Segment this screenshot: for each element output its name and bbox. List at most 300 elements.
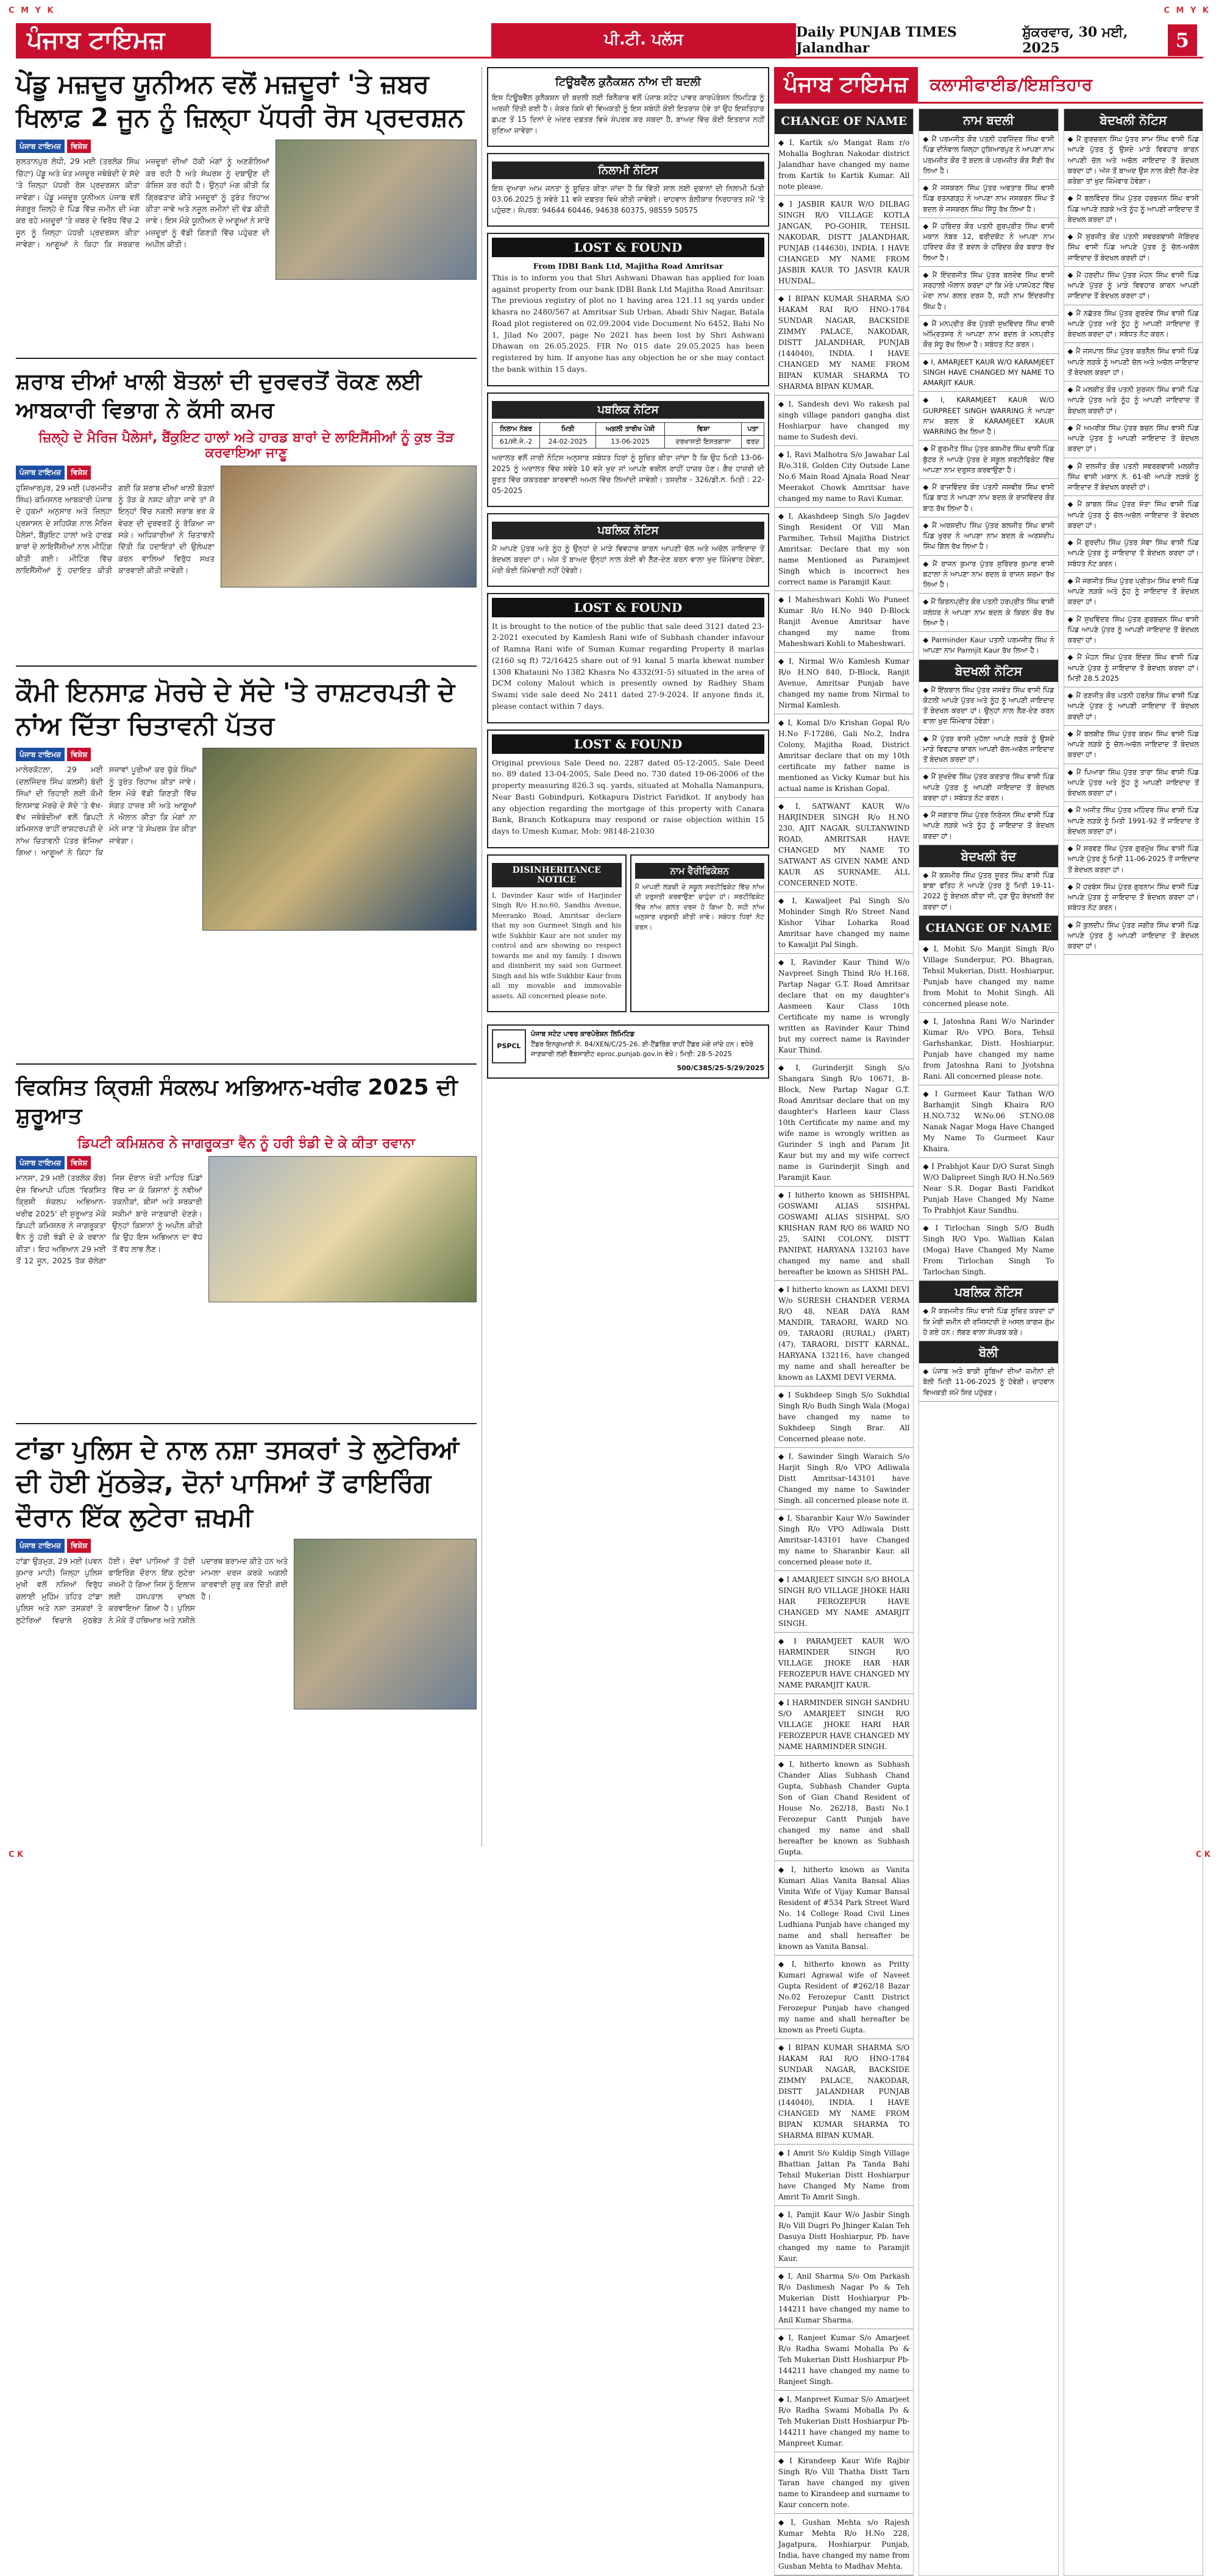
classified-entry-text: I, KARAMJEET KAUR W/O GURPREET SINGH WARRING ਨੇ ਆਪਣਾ ਨਾਮ ਬਦਲ ਕੇ KARAMJEET KAUR WARRING ਰੱਖ ਲਿਆ ਹੈ।: [923, 396, 1054, 436]
public-notice-2-title: ਪਬਲਿਕ ਨੋਟਿਸ: [492, 522, 764, 539]
classified-entry: [775, 2145, 913, 2206]
classified-col1-title: CHANGE OF NAME: [775, 109, 913, 134]
bullet-icon: ◆: [923, 1017, 931, 1026]
tubewell-notice-title: ਟਿਊਬਵੈੱਲ ਕੁਨੈਕਸ਼ਨ ਨਾਂਅ ਦੀ ਬਦਲੀ: [555, 76, 701, 88]
bullet-icon: ◆: [778, 1390, 786, 1399]
table-cell: ਦਰਖਾਸਤੀ ਇਸਤਗਾਸਾ: [665, 435, 742, 448]
lost-found-1-body: This is to inform you that Shri Ashwani Dhawan has applied for loan against property from our bank IDBI Bank Ltd Majitha Road Amritsar. The previous registry of plot no 1 having area 121.11 sq yards under khasra no 2480/567 at Amritsar Sub Urban, Abadi Shiv Nagar, Batala Road plot registered on 02.09.2004 vide Document No 6452, Bahi No 1, Jilad No 2007, page No 2021 has been lost by Shri Ashwani Dhawan on 26.05.2025. FIR No 015 date 29.05.2025 has been registered by him. If anyone has any objection he or she may contact the bank within 15 days.: [492, 272, 764, 374]
classified-entry-text: ਮੈਂ ਰਾਜਵਿੰਦਰ ਕੌਰ ਪਤਨੀ ਜਸਵੀਰ ਸਿੰਘ ਵਾਸੀ ਪਿੰਡ ਬਾਠ ਨੇ ਆਪਣਾ ਨਾਮ ਬਦਲ ਕੇ ਰਾਜਵਿੰਦਰ ਕੌਰ ਬਾਠ ਰੱਖ ਲਿਆ ਹੈ।: [923, 483, 1054, 513]
table-cell: 61/ਸੀ.ਜੇ.-2: [492, 435, 540, 448]
name-verification-notice: [630, 854, 770, 1013]
bullet-icon: ◆: [778, 2456, 787, 2465]
classified-col2-title5: ਪਬਲਿਕ ਨੋਟਿਸ: [919, 1281, 1057, 1303]
classified-entry: [919, 1085, 1057, 1158]
disinheritance-body: I, Davinder Kaur wife of Harjinder Singh R/o H.no.60, Sandhu Avenue, Meeranko Road, Amritsar declare that my son Gurmeet Singh and his wife Sukhbir Kaur are not under my control and are showing no respect towards me and my family. I disown and disinherit my said son Gurmeet Singh and his wife Sukhbir Kaur from all my movable and immovable assets. All concerned please note.: [492, 891, 622, 1000]
classified-entry: [775, 1059, 913, 1187]
classified-entry-text: ਮੈਂ ਜਗਜੀਤ ਸਿੰਘ ਪੁੱਤਰ ਪ੍ਰੀਤਮ ਸਿੰਘ ਵਾਸੀ ਪਿੰਡ ਆਪਣੇ ਲੜਕੇ ਅਤੇ ਨੂੰਹ ਨੂੰ ਜਾਇਦਾਦ ਤੋਂ ਬੇਦਖਲ ਕਰਦਾ ਹਾਂ।: [1067, 576, 1199, 606]
byline-paper: ਪੰਜਾਬ ਟਾਇਮਜ਼: [16, 1156, 65, 1170]
classified-entry-text: ਮੈਂ ਸੁਖਦੇਵ ਸਿੰਘ ਪੁੱਤਰ ਕਰਤਾਰ ਸਿੰਘ ਵਾਸੀ ਪਿੰਡ ਆਪਣੇ ਪੁੱਤਰ ਨੂੰ ਆਪਣੀ ਜਾਇਦਾਦ ਤੋਂ ਬੇਦਖਲ ਕਰਦਾ ਹਾਂ। ਸਬੰਧਤ ਨੋਟ ਕਰਨ।: [923, 772, 1054, 802]
byline-paper: ਪੰਜਾਬ ਟਾਇਮਜ਼: [16, 1539, 65, 1553]
bullet-icon: ◆: [923, 559, 930, 568]
byline: [16, 1156, 91, 1170]
bullet-icon: ◆: [1067, 538, 1075, 547]
classified-col2-title6: ਬੋਲੀ: [919, 1341, 1057, 1363]
classified-entry-text: ਮੈਂ ਰਣਜੀਤ ਕੌਰ ਪਤਨੀ ਹਰਨੇਕ ਸਿੰਘ ਵਾਸੀ ਪਿੰਡ ਆਪਣੇ ਪੁੱਤਰ ਨੂੰ ਆਪਣੀ ਜਾਇਦਾਦ ਤੋਂ ਬੇਦਖਲ ਕਰਦੀ ਹਾਂ।: [1067, 691, 1199, 721]
classified-col2-list4: [919, 940, 1057, 1281]
classified-entry-text: I hitherto known as SHISHPAL GOSWAMI ALIAS SISHPAL GOSWAMI ALIAS SISHPAL S/O KRISHAN RAM R/O 86 WARD NO 25, SAINI COLONY, DISTT PANIPAT, HARYANA 132103 have changed my name and shall hereafter be known as SHISH PAL.: [778, 1190, 910, 1276]
classified-col2-title3: ਬੇਦਖਲੀ ਰੱਦ: [919, 845, 1057, 867]
classified-entry: [919, 1219, 1057, 1281]
bullet-icon: ◆: [1067, 135, 1074, 143]
classified-entry: [1064, 131, 1203, 190]
bullet-icon: ◆: [1067, 653, 1075, 662]
classified-entry: [775, 2391, 913, 2452]
classified-entry: [1064, 802, 1203, 840]
classified-entry: [1064, 190, 1203, 229]
classified-entry: [775, 1386, 913, 1448]
byline-tag: ਵਿਸ਼ੇਸ਼: [67, 1539, 91, 1553]
story-4-body: ਮਾਨਸਾ, 29 ਮਈ (ਤਰਲੋਕ ਕੌਰ) ਦੇਸ਼ ਵਿਆਪੀ ਪਹਿਲ 'ਵਿਕਸਿਤ ਕ੍ਰਿਸ਼ੀ ਸੰਕਲਪ ਅਭਿਆਨ-ਖਰੀਫ 2025' ਦੀ ਸ਼ੁਰੂਆਤ ਮੌਕੇ ਡਿਪਟੀ ਕਮਿਸ਼ਨਰ ਨੇ ਜਾਗਰੂਕਤਾ ਵੈਨ ਨੂੰ ਹਰੀ ਝੰਡੀ ਦੇ ਕੇ ਰਵਾਨਾ ਕੀਤਾ। ਇਹ ਅਭਿਆਨ 29 ਮਈ ਤੋਂ 12 ਜੂਨ, 2025 ਤੱਕ ਚੱਲੇਗਾ ਜਿਸ ਦੌਰਾਨ ਖੇਤੀ ਮਾਹਿਰ ਪਿੰਡਾਂ ਵਿੱਚ ਜਾ ਕੇ ਕਿਸਾਨਾਂ ਨੂੰ ਨਵੀਆਂ ਤਕਨੀਕਾਂ, ਬੀਜਾਂ ਅਤੇ ਸਰਕਾਰੀ ਸਕੀਮਾਂ ਬਾਰੇ ਜਾਣਕਾਰੀ ਦੇਣਗੇ। ਉਨ੍ਹਾਂ ਕਿਸਾਨਾਂ ਨੂੰ ਅਪੀਲ ਕੀਤੀ ਕਿ ਉਹ ਇਸ ਅਭਿਆਨ ਦਾ ਵੱਧ ਤੋਂ ਵੱਧ ਲਾਭ ਲੈਣ।: [16, 1173, 202, 1266]
story-1-photo: [275, 140, 477, 280]
classified-entry-text: ਮੈਂ ਜਸਕਰਨ ਸਿੰਘ ਪੁੱਤਰ ਅਵਤਾਰ ਸਿੰਘ ਵਾਸੀ ਪਿੰਡ ਰਤਨਗੜ੍ਹ ਨੇ ਆਪਣਾ ਨਾਮ ਜਸਕਰਨ ਸਿੰਘ ਤੋਂ ਬਦਲ ਕੇ ਜਸਕਰਨ ਸਿੰਘ ਸਿੱਧੂ ਰੱਖ ਲਿਆ ਹੈ।: [923, 183, 1054, 213]
public-notice-2: [487, 513, 769, 587]
classified-entry-text: I BIPAN KUMAR SHARMA S/O HAKAM RAI R/O HNO-1784 SUNDAR NAGAR, BACKSIDE ZIMMY PALACE, NAKODAR, DISTT JALANDHAR, PUNJAB (144040), INDIA. I HAVE CHANGED MY NAME FROM BIPAN KUMAR SHARMA TO SHARMA BIPAN KUMAR.: [778, 294, 910, 391]
bullet-icon: ◆: [778, 2333, 786, 2342]
bullet-icon: ◆: [1067, 691, 1074, 700]
classified-entry-text: I Maheshwari Kohli Wo Puneet Kumar R/o H.No 940 D-Block Ranjit Avenue Amritsar have changed my name from Maheshwari Kohli to Maheshwari.: [778, 595, 910, 648]
classified-entry: [775, 1633, 913, 1694]
classified-entry-text: ਮੈਂ ਹਰਦੀਪ ਸਿੰਘ ਪੁੱਤਰ ਮੋਹਨ ਸਿੰਘ ਵਾਸੀ ਪਿੰਡ ਆਪਣੇ ਪੁੱਤਰ ਨੂੰ ਮਾੜੇ ਵਿਵਹਾਰ ਕਾਰਨ ਆਪਣੀ ਜਾਇਦਾਦ ਤੋਂ ਬੇਦਖਲ ਕਰਦਾ ਹਾਂ।: [1067, 270, 1199, 300]
classified-entry: [775, 2452, 913, 2514]
classified-entry-text: ਮੈਂ ਦਲਜੀਤ ਕੌਰ ਪਤਨੀ ਸਵਰਗਵਾਸੀ ਮਲਕੀਤ ਸਿੰਘ ਵਾਸੀ ਮਕਾਨ ਨੰ. 61-ਬੀ ਆਪਣੇ ਲੜਕੇ ਨੂੰ ਜਾਇਦਾਦ ਤੋਂ ਬੇਦਖਲ ਕਰਦੀ ਹਾਂ।: [1067, 461, 1199, 491]
classified-entry: [775, 1861, 913, 1956]
story-4-subhead: ਡਿਪਟੀ ਕਮਿਸ਼ਨਰ ਨੇ ਜਾਗਰੂਕਤਾ ਵੈਨ ਨੂੰ ਹਰੀ ਝੰਡੀ ਦੇ ਕੇ ਕੀਤਾ ਰਵਾਨਾ: [77, 1135, 415, 1151]
classified-col-name-change-punjabi: [919, 108, 1058, 2576]
classified-entry: [775, 1694, 913, 1756]
classified-entry-text: I PARAMJEET KAUR W/O HARMINDER SINGH R/O VILLAGE JHOKE HAR HAR FEROZEPUR HAVE CHANGED MY NAME PARAMJIT KAUR.: [778, 1636, 910, 1689]
bullet-icon: ◆: [923, 1090, 933, 1099]
classified-entry: [1064, 381, 1203, 420]
story-2-body: ਹੁਸ਼ਿਆਰਪੁਰ, 29 ਮਈ (ਪਰਮਜੀਤ ਸਿੰਘ) ਕਮਿਸ਼ਨਰ ਆਬਕਾਰੀ ਪੰਜਾਬ ਦੇ ਹੁਕਮਾਂ ਅਨੁਸਾਰ ਅਤੇ ਜ਼ਿਲ੍ਹਾ ਪ੍ਰਸ਼ਾਸਨ ਦੇ ਸਹਿਯੋਗ ਨਾਲ ਮੈਰਿਜ ਪੈਲੇਸਾਂ, ਬੈਂਕੁਇਟ ਹਾਲਾਂ ਅਤੇ ਹਾਰਡ ਬਾਰਾਂ ਦੇ ਲਾਇਸੈਂਸੀਆਂ ਨਾਲ ਮੀਟਿੰਗ ਕੀਤੀ ਗਈ। ਮੀਟਿੰਗ ਵਿੱਚ ਲਾਇਸੈਂਸੀਆਂ ਨੂੰ ਹਦਾਇਤ ਕੀਤੀ ਗਈ ਕਿ ਸ਼ਰਾਬ ਦੀਆਂ ਖਾਲੀ ਬੋਤਲਾਂ ਨੂੰ ਤੋੜ ਕੇ ਨਸ਼ਟ ਕੀਤਾ ਜਾਵੇ ਤਾਂ ਜੋ ਇਨ੍ਹਾਂ ਵਿੱਚ ਨਕਲੀ ਸ਼ਰਾਬ ਭਰ ਕੇ ਵੇਚਣ ਦੀ ਦੁਰਵਰਤੋਂ ਨੂੰ ਰੋਕਿਆ ਜਾ ਸਕੇ। ਅਧਿਕਾਰੀਆਂ ਨੇ ਚਿਤਾਵਨੀ ਦਿੱਤੀ ਕਿ ਹਦਾਇਤਾਂ ਦੀ ਉਲੰਘਣਾ ਕਰਨ ਵਾਲਿਆਂ ਵਿਰੁੱਧ ਸਖ਼ਤ ਕਾਰਵਾਈ ਕੀਤੀ ਜਾਵੇਗੀ।: [16, 483, 215, 575]
classified-entry-text: I, Komal D/o Krishan Gopal R/o H.No F-17286, Gali No.2, Indra Colony, Majitha Road, District Amritsar declare that on my 10th certificate my father name is mentioned as Vicky Kumar but his actual name is Krishan Gopal.: [778, 718, 910, 793]
classified-entry: [775, 1571, 913, 1633]
table-header: ਨਿਲਾਮ ਨੰਬਰ: [492, 422, 540, 435]
story-5-headline: ਟਾਂਡਾ ਪੁਲਿਸ ਦੇ ਨਾਲ ਨਸ਼ਾ ਤਸਕਰਾਂ ਤੇ ਲੁਟੇਰਿਆਂ ਦੀ ਹੋਈ ਮੁੱਠਭੇੜ, ਦੋਨਾਂ ਪਾਸਿਆਂ ਤੋਂ ਫਾਇਰਿੰਗ ਦੌਰਾਨ ਇੱਕ ਲੁਟੇਰਾ ਜ਼ਖਮੀ: [16, 1434, 460, 1532]
classified-entry-text: I, hitherto known as Pritty Kumari Agrawal wife of Naveet Gupta Resident of #262/18 Bazar No.02 Ferozepur Cantt District Ferozepur Punjab have changed my name and shall hereafter be known as Preeti Gupta.: [778, 1959, 910, 2034]
story-4-headline: ਵਿਕਸਿਤ ਕ੍ਰਿਸ਼ੀ ਸੰਕਲਪ ਅਭਿਆਨ-ਖਰੀਫ 2025 ਦੀ ਸ਼ੁਰੂਆਤ: [16, 1074, 458, 1129]
bullet-icon: ◆: [778, 1865, 789, 1874]
classified-entry-text: I, Sharanbir Kaur W/o Sawinder Singh R/o VPO Adliwala Distt Amritsar-143101 have Changed my name to Sharanbir Kaur. all concerned please note it.: [778, 1513, 910, 1566]
bullet-icon: ◆: [923, 135, 929, 143]
bullet-icon: ◆: [1067, 920, 1074, 929]
classified-col2-list: [919, 131, 1057, 660]
story-5: [16, 1433, 477, 1795]
bullet-icon: ◆: [778, 511, 786, 520]
classified-entry: [1064, 343, 1203, 381]
story-1-body: ਸੁਲਤਾਨਪੁਰ ਲੋਧੀ, 29 ਮਈ (ਤਰਲੋਕ ਸਿੰਘ ਚਿੱਟਾ) ਪੇਂਡੂ ਅਤੇ ਖੇਤ ਮਜ਼ਦੂਰ ਜਥੇਬੰਦੀ ਦੇ ਸੱਦੇ 'ਤੇ ਜ਼ਿਲ੍ਹਾ ਪੱਧਰੀ ਰੋਸ ਪ੍ਰਦਰਸ਼ਨ ਕੀਤਾ ਜਾਵੇਗਾ। ਪੇਂਡੂ ਮਜ਼ਦੂਰ ਯੂਨੀਅਨ ਪੰਜਾਬ ਵਲੋਂ ਸੰਗਰੂਰ ਜ਼ਿਲ੍ਹੇ ਦੇ ਪਿੰਡ ਵਿੱਚ ਜ਼ਮੀਨ ਦੀ ਮੰਗ ਕਰ ਰਹੇ ਮਜ਼ਦੂਰਾਂ 'ਤੇ ਜ਼ਬਰ ਦੇ ਵਿਰੋਧ ਵਿੱਚ 2 ਜੂਨ ਨੂੰ ਜ਼ਿਲ੍ਹਾ ਪੱਧਰੀ ਪ੍ਰਦਰਸ਼ਨ ਕੀਤਾ ਜਾਵੇਗਾ। ਆਗੂਆਂ ਨੇ ਕਿਹਾ ਕਿ ਸਰਕਾਰ ਮਜ਼ਦੂਰਾਂ ਦੀਆਂ ਹੱਕੀ ਮੰਗਾਂ ਨੂੰ ਅਣਗੌਲਿਆਂ ਕਰ ਰਹੀ ਹੈ ਅਤੇ ਸੰਘਰਸ਼ ਨੂੰ ਦਬਾਉਣ ਦੀ ਕੋਸ਼ਿਸ਼ ਕਰ ਰਹੀ ਹੈ। ਉਨ੍ਹਾਂ ਮੰਗ ਕੀਤੀ ਕਿ ਗ੍ਰਿਫ਼ਤਾਰ ਕੀਤੇ ਮਜ਼ਦੂਰਾਂ ਨੂੰ ਤੁਰੰਤ ਰਿਹਾਅ ਕੀਤਾ ਜਾਵੇ ਅਤੇ ਨਜ਼ੂਲ ਜ਼ਮੀਨਾਂ ਦੀ ਵੰਡ ਕੀਤੀ ਜਾਵੇ। ਇਸ ਮੌਕੇ ਯੂਨੀਅਨ ਦੇ ਆਗੂਆਂ ਨੇ ਸਾਰੇ ਮਜ਼ਦੂਰਾਂ ਨੂੰ ਵੱਡੀ ਗਿਣਤੀ ਵਿੱਚ ਪਹੁੰਚਣ ਦੀ ਅਪੀਲ ਕੀਤੀ।: [16, 157, 269, 249]
bullet-icon: ◆: [778, 1452, 786, 1461]
bullet-icon: ◆: [778, 1698, 784, 1707]
classified-entry-text: I, Nirmal W/o Kamlesh Kumar R/o H.NO 840, D-Block, Ranjit Avenue, Amritsar Punjab have changed my name from Nirmal to Nirmal Kamlesh.: [778, 656, 910, 709]
classified-section: [774, 67, 1203, 2571]
classified-entry: [775, 396, 913, 446]
classified-entry: [919, 940, 1057, 1013]
lost-found-2-title: LOST & FOUND: [492, 598, 764, 617]
classified-entry-text: ਮੈਂ ਮਨਪ੍ਰੀਤ ਕੌਰ ਪੁੱਤਰੀ ਸੁਖਵਿੰਦਰ ਸਿੰਘ ਵਾਸੀ ਅੰਮ੍ਰਿਤਸਰ ਨੇ ਆਪਣਾ ਨਾਮ ਬਦਲ ਕੇ ਮਨਪ੍ਰੀਤ ਕੌਰ ਸੰਧੂ ਰੱਖ ਲਿਆ ਹੈ। ਸਬੰਧਤ ਨੋਟ ਕਰਨ।: [923, 319, 1054, 349]
classified-entry-text: I, Ravinder Kaur Thind W/o Navpreet Singh Thind R/o H.168, Partap Nagar G.T. Road Amritsar declare that on my daughter's Aasmeen Kaur Class 10th Certificate my name is wrongly written as Ravinder Kaur Thind but my correct name is Ravinder Kaur Thind.: [778, 957, 910, 1054]
classified-entry-text: I, Sandesh devi Wo rakesh pal singh village pandori gangha dist Hoshiarpur have changed my name to Sudesh devi.: [778, 399, 910, 441]
court-table: [492, 422, 764, 449]
classified-entry-text: ਮੈਂ ਰਾਜਨ ਕੁਮਾਰ ਪੁੱਤਰ ਸੁਰਿੰਦਰ ਕੁਮਾਰ ਵਾਸੀ ਬਟਾਲਾ ਨੇ ਆਪਣਾ ਨਾਮ ਬਦਲ ਕੇ ਰਾਜਨ ਸ਼ਰਮਾ ਰੱਖ ਲਿਆ ਹੈ।: [923, 559, 1054, 589]
bullet-icon: ◆: [1067, 767, 1075, 776]
classified-entry-text: I, Anil Sharma S/o Om Parkash R/o Dashmesh Nagar Po & Teh Mukerian Distt Hoshiarpur Pb-144211 have changed my name to Anil Kumar Sharma.: [778, 2271, 910, 2324]
classified-col2-list3: [919, 867, 1057, 916]
bullet-icon: ◆: [923, 597, 929, 606]
bullet-icon: ◆: [778, 2148, 785, 2157]
bullet-icon: ◆: [1067, 729, 1075, 738]
byline-paper: ਪੰਜਾਬ ਟਾਇਮਜ਼: [16, 748, 65, 762]
classified-columns: [774, 108, 1203, 2576]
notice-pair: [487, 854, 769, 1019]
classified-entry-text: ਮੈਂ ਕੁਲਦੀਪ ਸਿੰਘ ਪੁੱਤਰ ਜਗੀਰ ਸਿੰਘ ਵਾਸੀ ਪਿੰਡ ਆਪਣੇ ਪੁੱਤਰ ਨੂੰ ਆਪਣੀ ਜਾਇਦਾਦ ਤੋਂ ਬੇਦਖਲ ਕਰਦਾ ਹਾਂ।: [1067, 920, 1199, 950]
story-5-text-wrap: [16, 1539, 288, 1789]
classified-col2-list2: [919, 682, 1057, 845]
masthead-section: ਪੀ.ਟੀ. ਪਲੱਸ: [491, 23, 796, 57]
masthead-logo: ਪੰਜਾਬ ਟਾਇਮਜ਼: [16, 23, 211, 57]
classified-entry: [919, 807, 1057, 845]
classified-entry: [775, 798, 913, 892]
story-3-headline: ਕੌਮੀ ਇਨਸਾਫ਼ ਮੋਰਚੇ ਦੇ ਸੱਦੇ 'ਤੇ ਰਾਸ਼ਟਰਪਤੀ ਦੇ ਨਾਂਅ ਦਿੱਤਾ ਚਿਤਾਵਨੀ ਪੱਤਰ: [16, 676, 455, 741]
bullet-icon: ◆: [1067, 806, 1074, 815]
story-1-text-wrap: [16, 140, 269, 352]
bullet-icon: ◆: [1067, 614, 1075, 623]
classified-entry: [919, 1303, 1057, 1341]
disinheritance-title: DISINHERITANCE NOTICE: [492, 863, 622, 887]
public-notice-1-title: ਪਬਲਿਕ ਨੋਟਿਸ: [492, 401, 764, 419]
classified-entry-text: ਮੈਂ ਗੁਰਦੀਪ ਸਿੰਘ ਪੁੱਤਰ ਸੇਵਾ ਸਿੰਘ ਵਾਸੀ ਪਿੰਡ ਆਪਣੇ ਪੁੱਤਰ ਨੂੰ ਜਾਇਦਾਦ ਤੋਂ ਬੇਦਖਲ ਕਰਦਾ ਹਾਂ। ਸਬੰਧਤ ਨੋਟ ਕਰਨ।: [1067, 538, 1199, 568]
bullet-icon: ◆: [1067, 844, 1074, 853]
classified-entry: [919, 441, 1057, 479]
classified-entry: [1064, 420, 1203, 458]
bullet-icon: ◆: [1067, 194, 1075, 203]
classified-entry: [919, 517, 1057, 556]
classified-entry: [775, 2514, 913, 2575]
classified-entry-text: I hitherto known as LAXMI DEVI W/o SURESH CHANDER VERMA R/O 48, NEAR DAYA RAM MANDIR, TARAORI, WARD NO. 09, TARAORI (RURAL) (PART) (47), TARAORI, DISTT KARNAL, HARYANA 132116, have changed my name and shall hereafter be known as LAXMI DEVI VERMA.: [778, 1285, 910, 1382]
bullet-icon: ◆: [923, 183, 930, 192]
classified-entry: [775, 1281, 913, 1386]
classified-entry: [775, 2268, 913, 2329]
byline-paper: ਪੰਜਾਬ ਟਾਇਮਜ਼: [16, 466, 65, 480]
lost-found-1-head: From IDBI Bank Ltd, Majitha Road Amritsar: [533, 261, 723, 271]
classified-entry-text: I, AMARJEET KAUR W/O KARAMJEET SINGH HAVE CHANGED MY NAME TO AMARJIT KAUR.: [923, 357, 1054, 387]
classified-entry: [919, 131, 1057, 180]
classified-entry-text: ਮੈਂ ਮਲਕੀਤ ਕੌਰ ਪਤਨੀ ਸੁਰਜਨ ਸਿੰਘ ਵਾਸੀ ਪਿੰਡ ਆਪਣੇ ਪੁੱਤਰ ਅਤੇ ਨੂੰਹ ਨੂੰ ਆਪਣੀ ਜਾਇਦਾਦ ਤੋਂ ਬੇਦਖਲ ਕਰਦੀ ਹਾਂ।: [1067, 385, 1199, 415]
classified-entry: [1064, 687, 1203, 726]
byline: [16, 748, 91, 762]
bullet-icon: ◆: [778, 718, 786, 727]
classified-entry-text: ਮੈਂ ਹਰਬੰਸ ਸਿੰਘ ਪੁੱਤਰ ਗੁਰਨਾਮ ਸਿੰਘ ਵਾਸੀ ਪਿੰਡ ਆਪਣੇ ਪੁੱਤਰ ਨੂੰ ਜਾਇਦਾਦ ਤੋਂ ਬੇਦਖਲ ਕਰਦਾ ਹਾਂ। ਸਬੰਧਤ ਨੋਟ ਕਰਨ।: [1067, 882, 1199, 912]
story-1: [16, 67, 477, 359]
classified-entry: [1064, 840, 1203, 879]
classified-logo: ਪੰਜਾਬ ਟਾਇਮਜ਼: [774, 67, 918, 102]
classified-entry: [775, 714, 913, 798]
classified-entry-text: ਮੈਂ ਸੁਰਜੀਤ ਕੌਰ ਪਤਨੀ ਸਵਰਗਵਾਸੀ ਜੋਗਿੰਦਰ ਸਿੰਘ ਵਾਸੀ ਪਿੰਡ ਆਪਣੇ ਪੁੱਤਰ ਨੂੰ ਚੱਲ-ਅਚੱਲ ਜਾਇਦਾਦ ਤੋਂ ਬੇਦਖਲ ਕਰਦੀ ਹਾਂ।: [1067, 232, 1199, 262]
bullet-icon: ◆: [923, 772, 929, 781]
bullet-icon: ◆: [923, 945, 931, 954]
classified-entry: [1064, 229, 1203, 267]
classified-entry: [775, 892, 913, 954]
color-mark-left: C K: [9, 1850, 24, 1859]
classified-entry-text: I, Akashdeep Singh S/o Jagdev Singh Resident Of Vill Man Parmiher, Tehsil Majitha District Amritsar. Declare that my son name Mentioned as Paramjeet Singh which is incorrect hes correct name is Paramjit Kaur.: [778, 511, 910, 586]
classified-entry-text: ਮੈਂ ਗੁਰਮੀਤ ਸਿੰਘ ਪੁੱਤਰ ਕਸ਼ਮੀਰ ਸਿੰਘ ਵਾਸੀ ਪਿੰਡ ਬੁੱਟਰ ਨੇ ਆਪਣੇ ਪੁੱਤਰ ਦੇ ਸਕੂਲ ਸਰਟੀਫਿਕੇਟ ਵਿੱਚ ਆਪਣਾ ਨਾਮ ਦਰੁਸਤ ਕਰਵਾਉਣਾ ਹੈ।: [923, 444, 1054, 474]
classified-entry: [1064, 611, 1203, 650]
pspcl-logo: PSPCL: [492, 1029, 526, 1063]
classified-entry-text: ਮੈਂ ਗੁਰਚਰਨ ਸਿੰਘ ਪੁੱਤਰ ਸ਼ਾਮ ਸਿੰਘ ਵਾਸੀ ਪਿੰਡ ਆਪਣੇ ਪੁੱਤਰ ਨੂੰ ਉਸਦੇ ਮਾੜੇ ਵਿਵਹਾਰ ਕਾਰਨ ਆਪਣੀ ਚੱਲ ਅਤੇ ਅਚੱਲ ਜਾਇਦਾਦ ਤੋਂ ਬੇਦਖਲ ਕਰਦਾ ਹਾਂ। ਅੱਜ ਤੋਂ ਬਾਅਦ ਉਸ ਨਾਲ ਕੋਈ ਲੈਣ-ਦੇਣ ਕਰੇਗਾ ਤਾਂ ਖੁਦ ਜ਼ਿੰਮੇਵਾਰ ਹੋਵੇਗਾ।: [1067, 135, 1199, 185]
classified-col1-list: [775, 134, 913, 2575]
classified-entry: [1064, 496, 1203, 534]
classified-entry-text: ਮੈਂ ਕਾਬਲ ਸਿੰਘ ਪੁੱਤਰ ਸੰਤਾ ਸਿੰਘ ਵਾਸੀ ਪਿੰਡ ਆਪਣੇ ਪੁੱਤਰ ਨੂੰ ਚੱਲ-ਅਚੱਲ ਜਾਇਦਾਦ ਤੋਂ ਬੇਦਖਲ ਕਰਦਾ ਹਾਂ।: [1067, 500, 1199, 530]
bullet-icon: ◆: [778, 399, 786, 408]
bullet-icon: ◆: [778, 2394, 784, 2404]
classified-entry-text: ਮੈਂ ਸਰਵਣ ਸਿੰਘ ਪੁੱਤਰ ਗੁਰਮੁੱਖ ਸਿੰਘ ਵਾਸੀ ਪਿੰਡ ਆਪਣੇ ਪੁੱਤਰ ਨੂੰ ਮਿਤੀ 11-06-2025 ਤੋਂ ਜਾਇਦਾਦ ਤੋਂ ਬੇਦਖਲ ਕਰਦਾ ਹਾਂ।: [1067, 844, 1199, 874]
classified-entry-text: ਮੈਂ ਜਗਤਾਰ ਸਿੰਘ ਪੁੱਤਰ ਨਿਰੰਜਨ ਸਿੰਘ ਵਾਸੀ ਪਿੰਡ ਆਪਣੇ ਲੜਕੇ ਅਤੇ ਨੂੰਹ ਨੂੰ ਜਾਇਦਾਦ ਤੋਂ ਬੇਦਖਲ ਕਰਦਾ ਹਾਂ।: [923, 811, 1054, 840]
classified-entry-text: ਮੈਂ ਨਛੱਤਰ ਸਿੰਘ ਪੁੱਤਰ ਗੁਰਦੇਵ ਸਿੰਘ ਵਾਸੀ ਪਿੰਡ ਆਪਣੇ ਪੁੱਤਰ ਅਤੇ ਨੂੰਹ ਨੂੰ ਆਪਣੀ ਜਾਇਦਾਦ ਤੋਂ ਬੇਦਖਲ ਕਰਦਾ ਹਾਂ। ਸਬੰਧਤ ਨੋਟ ਕਰਨ।: [1067, 308, 1199, 338]
classified-entry-text: ਮੈਂ ਅਜੀਤ ਸਿੰਘ ਪੁੱਤਰ ਮਹਿੰਦਰ ਸਿੰਘ ਵਾਸੀ ਪਿੰਡ ਆਪਣੇ ਲੜਕੇ ਨੂੰ ਮਿਤੀ 1991-92 ਤੋਂ ਜਾਇਦਾਦ ਤੋਂ ਬੇਦਖਲ ਕਰਦਾ ਹਾਂ।: [1067, 806, 1199, 836]
story-2-headline: ਸ਼ਰਾਬ ਦੀਆਂ ਖਾਲੀ ਬੋਤਲਾਂ ਦੀ ਦੁਰਵਰਤੋਂ ਰੋਕਣ ਲਈ ਆਬਕਾਰੀ ਵਿਭਾਗ ਨੇ ਕੱਸੀ ਕਮਰ: [16, 369, 422, 424]
classified-entry-text: I, Kartik s/o Mangat Ram r/o Mohalla Boghran Nakodar district Jalandhar have changed my name from Kartik to Kartik Kumar. All note please.: [778, 138, 910, 191]
tubewell-notice-body: ਇਸ ਟਿਊਬਵੈੱਲ ਕੁਨੈਕਸ਼ਨ ਦੀ ਬਦਲੀ ਲਈ ਬਿਨੈਕਾਰ ਵਲੋਂ ਪੰਜਾਬ ਸਟੇਟ ਪਾਵਰ ਕਾਰਪੋਰੇਸ਼ਨ ਲਿਮਟਿਡ ਨੂੰ ਅਰਜ਼ੀ ਦਿੱਤੀ ਗਈ ਹੈ। ਜੇਕਰ ਕਿਸੇ ਵੀ ਵਿਅਕਤੀ ਨੂੰ ਇਸ ਸਬੰਧੀ ਕੋਈ ਇਤਰਾਜ਼ ਹੋਵੇ ਤਾਂ ਉਹ ਇਸ਼ਤਿਹਾਰ ਛਪਣ ਤੋਂ 15 ਦਿਨਾਂ ਦੇ ਅੰਦਰ ਦਫ਼ਤਰ ਵਿਖੇ ਸੰਪਰਕ ਕਰ ਸਕਦਾ ਹੈ, ਬਾਅਦ ਵਿੱਚ ਕੋਈ ਇਤਰਾਜ਼ ਨਹੀਂ ਸੁਣਿਆ ਜਾਵੇਗਾ।: [492, 93, 764, 135]
classified-entry-text: ਪੰਜਾਬ ਅਤੇ ਬਾਕੀ ਸੂਬਿਆਂ ਦੀਆਂ ਜ਼ਮੀਨਾਂ ਦੀ ਬੋਲੀ ਮਿਤੀ 11-06-2025 ਨੂੰ ਹੋਵੇਗੀ। ਚਾਹਵਾਨ ਵਿਅਕਤੀ ਸਮੇਂ ਸਿਰ ਪਹੁੰਚਣ।: [923, 1367, 1054, 1397]
bullet-icon: ◆: [1067, 308, 1074, 318]
bullet-icon: ◆: [923, 636, 929, 644]
bullet-icon: ◆: [778, 957, 789, 967]
classified-entry: [1064, 267, 1203, 305]
bullet-icon: ◆: [778, 450, 784, 459]
classified-entry-text: I, Pamjit Kaur W/o Jasbir Singh R/o Vill Dugri Po Jhinger Kalan Teh Dasuya Distt Hoshiarpur, Pb. have changed my name to Paramjit Kaur.: [778, 2210, 910, 2263]
auction-notice: [487, 153, 769, 227]
lost-found-2: [487, 593, 769, 723]
classified-entry: [775, 2329, 913, 2391]
classified-entry: [775, 134, 913, 196]
bullet-icon: ◆: [1067, 385, 1074, 394]
bullet-icon: ◆: [778, 1513, 785, 1522]
table-header: ਅਗਲੀ ਤਾਰੀਖ ਪੇਸ਼ੀ: [595, 422, 664, 435]
table-header: ਪਤਾ: [742, 422, 764, 435]
bullet-icon: ◆: [923, 221, 930, 230]
classified-entry: [775, 591, 913, 653]
classified-entry-text: I Sukhdeep Singh S/o Sukhdial Singh R/o Budh Singh Wala (Moga) have changed my name to Sukhdeep Singh Brar. All Concerned please note.: [778, 1390, 910, 1443]
bullet-icon: ◆: [923, 483, 930, 491]
lost-found-3: [487, 729, 769, 848]
classified-entry: [919, 632, 1057, 660]
classified-entry: [775, 446, 913, 508]
classified-entry-text: ਮੈਂ ਸੁਖਵਿੰਦਰ ਸਿੰਘ ਪੁੱਤਰ ਗੁਰਬਚਨ ਸਿੰਘ ਵਾਸੀ ਪਿੰਡ ਆਪਣੇ ਪੁੱਤਰ ਨੂੰ ਆਪਣੀ ਜਾਇਦਾਦ ਤੋਂ ਬੇਦਖਲ ਕਰਦਾ ਹਾਂ।: [1067, 614, 1199, 644]
classified-entry-text: I Gurmeet Kaur Tathan W/O Barhamjit Singh Khaira R/O H.NO.732 W.No.06 ST.NO.08 Nanak Nagar Moga Have Changed My Name To Gurmeet Kaur Khaira.: [923, 1090, 1054, 1154]
classified-entry-text: ਮੈਂ ਕਿਰਨਪ੍ਰੀਤ ਕੌਰ ਪਤਨੀ ਹਰਪ੍ਰੀਤ ਸਿੰਘ ਵਾਸੀ ਜਲੰਧਰ ਨੇ ਆਪਣਾ ਨਾਮ ਬਦਲ ਕੇ ਕਿਰਨ ਕੌਰ ਰੱਖ ਲਿਆ ਹੈ।: [923, 597, 1054, 627]
auction-notice-body: ਇਸ ਦੁਆਰਾ ਆਮ ਜਨਤਾ ਨੂੰ ਸੂਚਿਤ ਕੀਤਾ ਜਾਂਦਾ ਹੈ ਕਿ ਵਿੱਤੀ ਸਾਲ ਲਈ ਦੁਕਾਨਾਂ ਦੀ ਨਿਲਾਮੀ ਮਿਤੀ 03.06.2025 ਨੂੰ ਸਵੇਰੇ 11 ਵਜੇ ਦਫ਼ਤਰ ਵਿਖੇ ਕੀਤੀ ਜਾਵੇਗੀ। ਚਾਹਵਾਨ ਬੋਲੀਕਾਰ ਨਿਰਧਾਰਤ ਸਮੇਂ 'ਤੇ ਪਹੁੰਚਣ। ਸੰਪਰਕ: 94644 60446, 94638 60375, 98559 50575: [492, 184, 764, 215]
classified-col2-title: ਨਾਮ ਬਦਲੀ: [919, 109, 1057, 131]
classified-entry-text: I, Sawinder Singh Waraich S/o Harjit Singh R/o VPO Adliwala Distt Amritsar-143101 have Changed my name to Sawinder Singh. all concerned please note it.: [778, 1452, 910, 1505]
classified-entry: [1064, 726, 1203, 764]
bullet-icon: ◆: [923, 444, 929, 453]
registration-mark-left: C M Y K: [9, 6, 55, 15]
name-verification-title: ਨਾਮ ਵੈਰੀਫਿਕੇਸ਼ਨ: [635, 863, 765, 879]
classified-entry-text: I AMARJEET SINGH S/O BHOLA SINGH R/O VILLAGE JHOKE HARI HAR FEROZEPUR HAVE CHANGED MY NAME AMARJIT SINGH.: [778, 1575, 910, 1628]
classified-entry-text: ਮੈਂ ਬਲਬੀਰ ਸਿੰਘ ਪੁੱਤਰ ਕਰਮ ਸਿੰਘ ਵਾਸੀ ਪਿੰਡ ਆਪਣੇ ਲੜਕੇ ਨੂੰ ਚੱਲ-ਅਚੱਲ ਜਾਇਦਾਦ ਤੋਂ ਬੇਦਖਲ ਕਰਦਾ ਹਾਂ।: [1067, 729, 1199, 759]
classified-entry: [919, 180, 1057, 218]
bullet-icon: ◆: [923, 1307, 929, 1316]
name-verification-body: ਮੈਂ ਆਪਣੀ ਲੜਕੀ ਦੇ ਸਕੂਲ ਸਰਟੀਫਿਕੇਟ ਵਿੱਚ ਨਾਂਅ ਦੀ ਦਰੁਸਤੀ ਕਰਵਾਉਣਾ ਚਾਹੁੰਦਾ ਹਾਂ। ਸਰਟੀਫਿਕੇਟ ਵਿੱਚ ਨਾਂਅ ਗਲਤ ਦਰਜ ਹੋ ਗਿਆ ਹੈ, ਸਹੀ ਨਾਂਅ ਅਨੁਸਾਰ ਦਰੁਸਤੀ ਕੀਤੀ ਜਾਵੇ। ਸਬੰਧਤ ਧਿਰਾਂ ਨੋਟ ਕਰਨ।: [634, 882, 764, 931]
classified-entry: [775, 508, 913, 591]
story-2-text-wrap: [16, 466, 215, 659]
registration-mark-right: C M Y K: [1164, 6, 1210, 15]
disinheritance-notice: [487, 854, 627, 1013]
public-notice-2-body: ਮੈਂ ਆਪਣੇ ਪੁੱਤਰ ਅਤੇ ਨੂੰਹ ਨੂੰ ਉਨ੍ਹਾਂ ਦੇ ਮਾੜੇ ਵਿਵਹਾਰ ਕਾਰਨ ਆਪਣੀ ਚੱਲ ਅਤੇ ਅਚੱਲ ਜਾਇਦਾਦ ਤੋਂ ਬੇਦਖਲ ਕਰਦਾ ਹਾਂ। ਅੱਜ ਤੋਂ ਬਾਅਦ ਉਨ੍ਹਾਂ ਨਾਲ ਕੋਈ ਵੀ ਲੈਣ-ਦੇਣ ਕਰਨ ਵਾਲਾ ਖੁਦ ਜ਼ਿੰਮੇਵਾਰ ਹੋਵੇਗਾ, ਮੇਰੀ ਕੋਈ ਜ਼ਿੰਮੇਵਾਰੀ ਨਹੀਂ ਹੋਵੇਗੀ।: [492, 544, 764, 575]
bullet-icon: ◆: [923, 685, 929, 694]
classified-entry: [919, 354, 1057, 392]
byline: [16, 1539, 91, 1553]
classified-entry: [775, 1510, 913, 1571]
bullet-icon: ◆: [778, 1063, 794, 1072]
classified-entry-text: I, Ravi Malhotra S/o Jawahar Lal R/o.318, Golden City Outside Lane No.6 Main Road Ajnala Road Near Meerakot Chowk Amritsar have changed my name to Ravi Kumar.: [778, 450, 910, 503]
classified-entry-text: ਮੈਂ ਮੋਹਨ ਸਿੰਘ ਪੁੱਤਰ ਇੰਦਰ ਸਿੰਘ ਵਾਸੀ ਪਿੰਡ ਆਪਣੇ ਪੁੱਤਰ ਨੂੰ ਜਾਇਦਾਦ ਤੋਂ ਬੇਦਖਲ ਕਰਦਾ ਹਾਂ। ਮਿਤੀ 28.5.2025: [1067, 653, 1199, 683]
classified-entry: [775, 290, 913, 396]
bullet-icon: ◆: [778, 1190, 786, 1199]
classified-col3-list: [1064, 131, 1203, 955]
classified-col2-list6: [919, 1363, 1057, 1402]
page-number: 5: [1168, 24, 1197, 56]
classified-entry: [775, 1956, 913, 2039]
classified-entry: [919, 267, 1057, 316]
tubewell-notice: [487, 67, 769, 147]
bullet-icon: ◆: [923, 357, 929, 366]
classified-entry: [775, 1448, 913, 1510]
bullet-icon: ◆: [923, 811, 929, 819]
lost-found-3-title: LOST & FOUND: [492, 734, 764, 754]
classified-entry: [919, 731, 1057, 769]
story-3-photo: [202, 748, 477, 931]
classified-entry-text: ਮੈਂ ਇੱਕਬਾਲ ਸਿੰਘ ਪੁੱਤਰ ਜਸਵੰਤ ਸਿੰਘ ਵਾਸੀ ਪਿੰਡ ਕੋਟਲੀ ਆਪਣੇ ਪੁੱਤਰ ਅਤੇ ਨੂੰਹ ਨੂੰ ਆਪਣੀ ਜਾਇਦਾਦ ਤੋਂ ਬੇਦਖਲ ਕਰਦਾ ਹਾਂ। ਉਨ੍ਹਾਂ ਨਾਲ ਲੈਣ-ਦੇਣ ਕਰਨ ਵਾਲਾ ਖੁਦ ਜ਼ਿੰਮੇਵਾਰ ਹੋਵੇਗਾ।: [923, 685, 1054, 726]
bullet-icon: ◆: [1067, 347, 1073, 356]
story-1-headline: ਪੇਂਡੂ ਮਜ਼ਦੂਰ ਯੂਨੀਅਨ ਵਲੋਂ ਮਜ਼ਦੂਰਾਂ 'ਤੇ ਜ਼ਬਰ ਖਿਲਾਫ਼ 2 ਜੂਨ ਨੂੰ ਜ਼ਿਲ੍ਹਾ ਪੱਧਰੀ ਰੋਸ ਪ੍ਰਦਰਸ਼ਨ: [16, 69, 464, 133]
masthead-dateline: [796, 23, 1203, 57]
classified-entry: [1064, 573, 1203, 611]
bullet-icon: ◆: [778, 656, 787, 665]
classified-header: [774, 67, 1203, 104]
story-2: [16, 367, 477, 667]
notices-column: [482, 67, 769, 1847]
story-4-text-wrap: [16, 1156, 202, 1417]
bullet-icon: ◆: [778, 199, 787, 208]
tender-ref: 500/C385/25-5/29/2025: [677, 1064, 764, 1073]
bullet-icon: ◆: [923, 1224, 933, 1233]
classified-entry-text: I Amrit S/o Kuldip Singh Village Bhattian Jattan Pa Tanda Bahi Tehsil Mukerian Distt Hoshiarpur have Changed My Name from Amrit To Amrit Singh.: [778, 2148, 910, 2201]
pspcl-tender: [487, 1024, 769, 1079]
classified-entry-text: I, Jatoshna Rani W/o Narinder Kumar R/o VPO. Bora, Tehsil Garhshankar, Distt. Hoshiarpur, Punjab have changed my name from Jatoshna Rani to Jyotshna Rani. All concerned please note.: [923, 1017, 1054, 1081]
classified-entry: [919, 479, 1057, 517]
classified-entry-text: ਮੈਂ ਹਰਿੰਦਰ ਕੌਰ ਪਤਨੀ ਗੁਰਪ੍ਰੀਤ ਸਿੰਘ ਵਾਸੀ ਮਕਾਨ ਨੰਬਰ 12, ਫਰੀਦਕੋਟ ਨੇ ਆਪਣਾ ਨਾਮ ਹਰਿੰਦਰ ਕੌਰ ਤੋਂ ਬਦਲ ਕੇ ਹਰਿੰਦਰ ਕੌਰ ਬਰਾੜ ਰੱਖ ਲਿਆ ਹੈ।: [923, 221, 1054, 262]
bullet-icon: ◆: [1067, 882, 1074, 891]
bullet-icon: ◆: [778, 1636, 792, 1645]
classified-entry: [775, 1187, 913, 1281]
classified-entry-text: I Tirlochan Singh S/O Budh Singh R/O Vpo. Wallian Kalan (Moga) Have Changed My Name From Tirlochan Singh To Tarlochan Singh.: [923, 1224, 1054, 1277]
classified-entry: [919, 218, 1057, 267]
classified-entry-text: ਮੈਂ ਇੰਦਰਜੀਤ ਸਿੰਘ ਪੁੱਤਰ ਬਲਦੇਵ ਸਿੰਘ ਵਾਸੀ ਸਰਹਾਲੀ ਐਲਾਨ ਕਰਦਾ ਹਾਂ ਕਿ ਮੇਰੇ ਪਾਸਪੋਰਟ ਵਿੱਚ ਮੇਰਾ ਨਾਮ ਗਲਤ ਦਰਜ ਹੈ, ਸਹੀ ਨਾਮ ਇੰਦਰਜੀਤ ਸਿੰਘ ਹੈ।: [923, 270, 1054, 311]
story-5-body: ਟਾਂਡਾ ਉੜਮੁੜ, 29 ਮਈ (ਪਵਨ ਕੁਮਾਰ ਮਾਹੀ) ਜ਼ਿਲ੍ਹਾ ਪੁਲਿਸ ਮੁਖੀ ਵਲੋਂ ਨਸ਼ਿਆਂ ਵਿਰੁੱਧ ਚਲਾਈ ਮੁਹਿੰਮ ਤਹਿਤ ਟਾਂਡਾ ਪੁਲਿਸ ਅਤੇ ਨਸ਼ਾ ਤਸਕਰਾਂ ਤੇ ਲੁਟੇਰਿਆਂ ਵਿਚਾਲੇ ਮੁੱਠਭੇੜ ਹੋਈ। ਦੋਵਾਂ ਪਾਸਿਆਂ ਤੋਂ ਹੋਈ ਫਾਇਰਿੰਗ ਦੌਰਾਨ ਇੱਕ ਲੁਟੇਰਾ ਜ਼ਖਮੀ ਹੋ ਗਿਆ ਜਿਸ ਨੂੰ ਇਲਾਜ ਲਈ ਹਸਪਤਾਲ ਦਾਖਲ ਕਰਵਾਇਆ ਗਿਆ ਹੈ। ਪੁਲਿਸ ਨੇ ਮੌਕੇ ਤੋਂ ਹਥਿਆਰ ਅਤੇ ਨਸ਼ੀਲੇ ਪਦਾਰਥ ਬਰਾਮਦ ਕੀਤੇ ਹਨ ਅਤੇ ਮਾਮਲਾ ਦਰਜ ਕਰਕੇ ਅਗਲੀ ਕਾਰਵਾਈ ਸ਼ੁਰੂ ਕਰ ਦਿੱਤੀ ਗਈ ਹੈ।: [16, 1556, 288, 1625]
table-cell: 13-06-2025: [595, 435, 664, 448]
story-3-text-wrap: [16, 748, 196, 1057]
bullet-icon: ◆: [778, 1759, 787, 1769]
classified-entry: [1064, 917, 1203, 956]
classified-entry: [919, 682, 1057, 731]
bullet-icon: ◆: [923, 870, 929, 879]
bullet-icon: ◆: [1067, 461, 1075, 470]
classified-entry-text: ਮੈਂ ਬਲਵਿੰਦਰ ਸਿੰਘ ਪੁੱਤਰ ਹਰਭਜਨ ਸਿੰਘ ਵਾਸੀ ਪਿੰਡ ਆਪਣੇ ਲੜਕੇ ਅਤੇ ਨੂੰਹ ਨੂੰ ਆਪਣੀ ਜਾਇਦਾਦ ਤੋਂ ਬੇਦਖਲ ਕਰਦਾ ਹਾਂ।: [1067, 194, 1199, 224]
bullet-icon: ◆: [778, 1959, 789, 1968]
bullet-icon: ◆: [778, 2271, 786, 2280]
public-notice-1: [487, 392, 769, 507]
classified-entry: [919, 1013, 1057, 1085]
paper-name: Daily PUNJAB TIMES Jalandhar: [796, 24, 957, 56]
classified-entry-text: I HARMINDER SINGH SANDHU S/O AMARJEET SINGH R/O VILLAGE JHOKE HARI HAR FEROZEPUR HAVE CHANGED MY NAME HARMINDER SINGH.: [778, 1698, 910, 1751]
bullet-icon: ◆: [923, 520, 930, 530]
story-2-photo: [221, 466, 477, 587]
classified-entry-text: ਮੈਂ ਪੁੱਤਰ ਵਾਸੀ ਮੁਹੱਲਾ ਆਪਣੇ ਲੜਕੇ ਨੂੰ ਉਸਦੇ ਮਾੜੇ ਵਿਵਹਾਰ ਕਾਰਨ ਆਪਣੀ ਚੱਲ-ਅਚੱਲ ਜਾਇਦਾਦ ਤੋਂ ਬੇਦਖਲ ਕਰਦਾ ਹਾਂ।: [923, 734, 1054, 764]
table-cell: ਫਰਦ: [742, 435, 764, 448]
bullet-icon: ◆: [778, 138, 787, 147]
bullet-icon: ◆: [1067, 500, 1075, 509]
bullet-icon: ◆: [778, 595, 786, 604]
classified-col-disinheritance: [1064, 108, 1203, 2576]
classified-entry-text: I, Gushan Mehta s/o Rajesh Kumar Mehta R/o H.No 228, Jagatpura, Hoshiarpur Punjab, India, have changed my name from Gushan Mehta to Madhav Mehta.: [778, 2517, 910, 2571]
auction-notice-title: ਨਿਲਾਮੀ ਨੋਟਿਸ: [492, 161, 764, 179]
byline-tag: ਵਿਸ਼ੇਸ਼: [67, 1156, 91, 1170]
classified-col2-list5: [919, 1303, 1057, 1341]
bullet-icon: ◆: [778, 896, 790, 905]
public-notice-1-body: ਅਦਾਲਤ ਵਲੋਂ ਜਾਰੀ ਨੋਟਿਸ ਅਨੁਸਾਰ ਸਬੰਧਤ ਧਿਰਾਂ ਨੂੰ ਸੂਚਿਤ ਕੀਤਾ ਜਾਂਦਾ ਹੈ ਕਿ ਉਹ ਮਿਤੀ 13-06-2025 ਨੂੰ ਅਦਾਲਤ ਵਿੱਚ ਸਵੇਰੇ 10 ਵਜੇ ਖੁਦ ਜਾਂ ਆਪਣੇ ਵਕੀਲ ਰਾਹੀਂ ਹਾਜ਼ਰ ਹੋਣ। ਗੈਰ ਹਾਜ਼ਰੀ ਦੀ ਸੂਰਤ ਵਿੱਚ ਯਕਤਰਫ਼ਾ ਕਾਰਵਾਈ ਅਮਲ ਵਿੱਚ ਲਿਆਂਦੀ ਜਾਵੇਗੀ। ਤਸਦੀਕ - 326/ਡੀ.ਨ. ਮਿਤੀ : 22-05-2025: [492, 453, 764, 495]
classified-entry: [1064, 764, 1203, 803]
story-4: [16, 1073, 477, 1424]
classified-entry: [919, 392, 1057, 441]
tender-head: ਪੰਜਾਬ ਸਟੇਟ ਪਾਵਰ ਕਾਰਪੋਰੇਸ਼ਨ ਲਿਮਿਟਿਡ: [531, 1030, 635, 1038]
byline: [16, 140, 91, 154]
table-cell: 24-02-2025: [540, 435, 596, 448]
classified-entry-text: I Prabhjot Kaur D/O Surat Singh W/O Dalipreet Singh R/O H.No.569 Near S.R. Dogar Basti Faridkot Punjab Have Changed My Name To Prabhjot Kaur Sandhu.: [923, 1162, 1054, 1215]
lost-found-3-body: Original previous Sale Deed no. 2287 dated 05-12-2005, Sale Deed no. 89 dated 13-04-2005, Sale Deed no. 730 dated 19-06-2006 of the property measuring 826.3 sq. yards, situated at Mohalla Namanpura, Near Basti Gobindpuri, Kotkapura District Faridkot. If anybody has any objection regarding the mortgage of this property with Canara Bank, Branch Kotkapura may respond or raise objection within 15 days to Umesh Kumar, Mob: 98148-21030: [492, 758, 764, 836]
classified-entry: [775, 1756, 913, 1861]
classified-entry: [775, 2206, 913, 2268]
classified-entry-text: I, Gurinderjit Singh S/o Shangara Singh R/o 10671, B-Block, New Partap Nagar G.T. Road Amritsar declare that on my daughter's Harleen kaur Class 10th Certificate my name and my wife name is wrongly written as Gurinder S ingh and Param Jit Kaur but my and my wife correct name is Gurinderjit Singh and Paramjit Kaur.: [778, 1063, 910, 1182]
classified-entry-text: I, Manpreet Kumar S/o Amarjeet R/o Radha Swami Mohalla Po & Teh Mukerian Distt Hoshiarpur Pb-144211 have changed my name to Manpreet Kumar.: [778, 2394, 910, 2447]
byline-tag: ਵਿਸ਼ੇਸ਼: [67, 748, 91, 762]
classified-col2-title2: ਬੇਦਖਲੀ ਨੋਟਿਸ: [919, 660, 1057, 682]
classified-col-change-of-name: [774, 108, 914, 2576]
classified-entry: [919, 768, 1057, 807]
classified-entry: [775, 2039, 913, 2145]
bullet-icon: ◆: [923, 734, 930, 743]
news-column: [16, 67, 477, 1847]
lost-found-2-body: It is brought to the notice of the public that sale deed 3121 dated 23-2-2021 executed by Kamlesh Rani wife of Subhash chander infavour of Ramna Rani wife of Suman Kumar regarding Property 8 marlas (2160 sq ft) 72/16425 share out of 91 kanal 5 marla khewat number 1308 Khatauni No 1382 Khasra No 4332(91-5) situated in the area of DCM colony Malout which is presently owned by Radhey Sham Swami vide sale deed No 2411 dated 27-9-2024. If anyone finds it, please contact within 7 days.: [492, 621, 764, 711]
byline: [16, 466, 91, 480]
masthead: [16, 23, 1203, 59]
classified-entry-text: I, SATWANT KAUR W/o HARJINDER SINGH R/o H.NO 230, AJIT NAGAR, SULTANWIND ROAD, AMRITSAR HAVE CHANGED MY NAME TO SATWANT AS GIVEN NAME AND KAUR AS SURNAME. ALL CONCERNED NOTE.: [778, 801, 910, 887]
classified-entry-text: I, Ranjeet Kumar S/o Amarjeet R/o Radha Swami Mohalla Po & Teh Mukerian Distt Hoshiarpur Pb-144211 have changed my name to Ranjeet Singh.: [778, 2333, 910, 2386]
bullet-icon: ◆: [1067, 270, 1075, 279]
lost-found-1: [487, 233, 769, 386]
classified-entry: [775, 196, 913, 290]
story-4-photo: [208, 1156, 477, 1302]
bullet-icon: ◆: [923, 270, 930, 279]
